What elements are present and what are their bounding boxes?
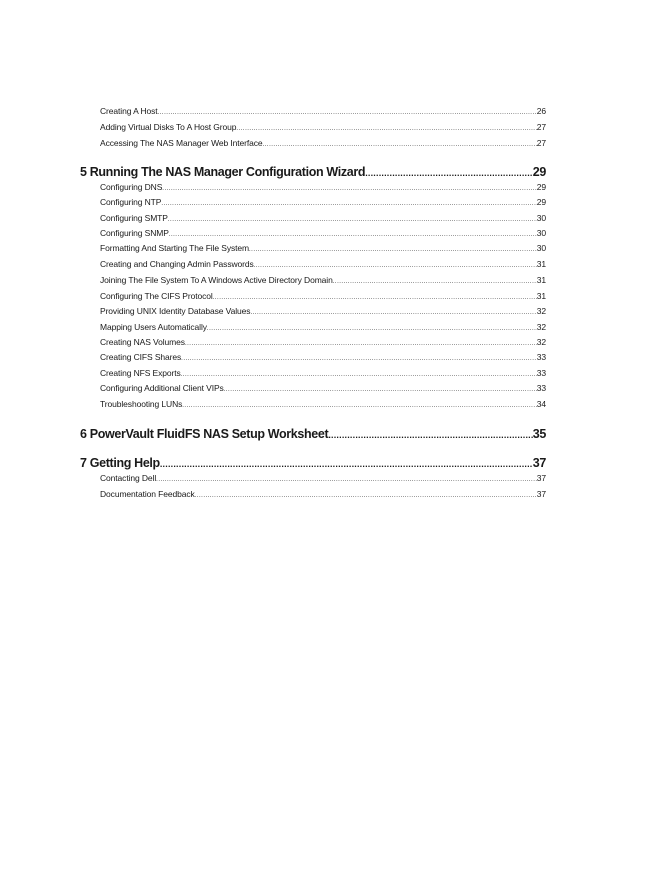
toc-entry-page-number: 33 — [536, 352, 546, 362]
toc-entry[interactable] — [100, 258, 546, 270]
toc-entry[interactable] — [100, 398, 546, 410]
dot-leader — [207, 323, 537, 333]
toc-entry[interactable] — [100, 212, 546, 224]
toc-chapter-entry[interactable] — [80, 426, 546, 442]
toc-entry-page-number: 33 — [536, 383, 546, 393]
toc-entry-title: Providing UNIX Identity Database Values — [100, 306, 251, 316]
toc-entry-page-number: 37 — [536, 489, 546, 499]
toc-entry[interactable] — [100, 290, 546, 302]
toc-entry-title: Configuring NTP — [100, 197, 162, 207]
toc-entry-page-number: 26 — [536, 106, 546, 116]
toc-entry-title: Creating and Changing Admin Passwords — [100, 259, 254, 269]
toc-entry-title: Contacting Dell — [100, 473, 157, 483]
dot-leader — [365, 165, 533, 180]
toc-entry[interactable] — [100, 351, 546, 363]
toc-entry[interactable] — [100, 274, 546, 286]
toc-entry[interactable] — [100, 105, 546, 117]
dot-leader — [181, 353, 537, 363]
toc-entry-title: Creating NAS Volumes — [100, 337, 185, 347]
toc-entry[interactable] — [100, 181, 546, 193]
toc-entry-page-number: 29 — [536, 182, 546, 192]
toc-entry-page-number: 30 — [536, 213, 546, 223]
toc-entry-title: Adding Virtual Disks To A Host Group — [100, 122, 237, 132]
toc-entry-page-number: 33 — [536, 368, 546, 378]
toc-entry-page-number: 32 — [536, 306, 546, 316]
toc-entry-page-number: 32 — [536, 337, 546, 347]
toc-entry-title: Mapping Users Automatically — [100, 322, 207, 332]
dot-leader — [185, 338, 537, 348]
dot-leader — [160, 456, 533, 471]
toc-entry[interactable] — [100, 336, 546, 348]
toc-entry-title: Configuring SMTP — [100, 213, 168, 223]
toc-entry[interactable] — [100, 488, 546, 500]
toc-entry-title: Configuring DNS — [100, 182, 163, 192]
dot-leader — [250, 307, 536, 317]
toc-entry-title: 6 PowerVault FluidFS NAS Setup Worksheet — [80, 427, 329, 441]
dot-leader — [181, 369, 537, 379]
dot-leader — [182, 400, 536, 410]
toc-entry[interactable] — [100, 321, 546, 333]
toc-entry-page-number: 35 — [532, 427, 546, 441]
dot-leader — [236, 123, 536, 133]
toc-entry-page-number: 34 — [536, 399, 546, 409]
toc-entry-page-number: 37 — [536, 473, 546, 483]
toc-entry-page-number: 31 — [536, 259, 546, 269]
dot-leader — [195, 490, 537, 500]
toc-entry-title: Creating CIFS Shares — [100, 352, 182, 362]
toc-entry-page-number: 31 — [536, 275, 546, 285]
toc-entry-page-number: 37 — [532, 456, 546, 470]
toc-entry-page-number: 32 — [536, 322, 546, 332]
dot-leader — [168, 214, 537, 224]
dot-leader — [162, 183, 536, 193]
toc-entry-page-number: 31 — [536, 291, 546, 301]
toc-entry-title: Joining The File System To A Windows Active Directory Domain — [100, 275, 333, 285]
dot-leader — [328, 427, 532, 442]
toc-entry[interactable] — [100, 196, 546, 208]
toc-entry-page-number: 27 — [536, 138, 546, 148]
toc-entry-page-number: 30 — [536, 243, 546, 253]
toc-entry[interactable] — [100, 121, 546, 133]
dot-leader — [156, 474, 537, 484]
toc-entry-title: Formatting And Starting The File System — [100, 243, 250, 253]
dot-leader — [224, 384, 537, 394]
dot-leader — [254, 260, 537, 270]
toc-entry[interactable] — [100, 367, 546, 379]
toc-entry-title: Configuring Additional Client VIPs — [100, 383, 224, 393]
toc-entry-title: Configuring The CIFS Protocol — [100, 291, 213, 301]
toc-entry[interactable] — [100, 137, 546, 149]
toc-entry-title: 5 Running The NAS Manager Configuration Wizard — [80, 165, 366, 179]
toc-entry-title: Creating NFS Exports — [100, 368, 181, 378]
dot-leader — [263, 139, 537, 149]
toc-entry[interactable] — [100, 227, 546, 239]
toc-chapter-entry[interactable] — [80, 164, 546, 180]
toc-entry[interactable] — [100, 382, 546, 394]
toc-chapter-entry[interactable] — [80, 455, 546, 471]
toc-entry-page-number: 27 — [536, 122, 546, 132]
dot-leader — [169, 229, 537, 239]
toc-entry[interactable] — [100, 472, 546, 484]
dot-leader — [213, 292, 537, 302]
toc-entry-title: 7 Getting Help — [80, 456, 160, 470]
toc-entry-title: Configuring SNMP — [100, 228, 169, 238]
toc-entry-page-number: 29 — [536, 197, 546, 207]
dot-leader — [158, 107, 537, 117]
toc-entry-title: Accessing The NAS Manager Web Interface — [100, 138, 263, 148]
dot-leader — [161, 198, 536, 208]
toc-entry-title: Troubleshooting LUNs — [100, 399, 183, 409]
toc-entry-title: Creating A Host — [100, 106, 158, 116]
toc-entry-page-number: 30 — [536, 228, 546, 238]
dot-leader — [333, 276, 537, 286]
toc-entry-page-number: 29 — [532, 165, 546, 179]
toc-entry[interactable] — [100, 242, 546, 254]
dot-leader — [249, 244, 537, 254]
toc-entry-title: Documentation Feedback — [100, 489, 195, 499]
toc-entry[interactable] — [100, 305, 546, 317]
